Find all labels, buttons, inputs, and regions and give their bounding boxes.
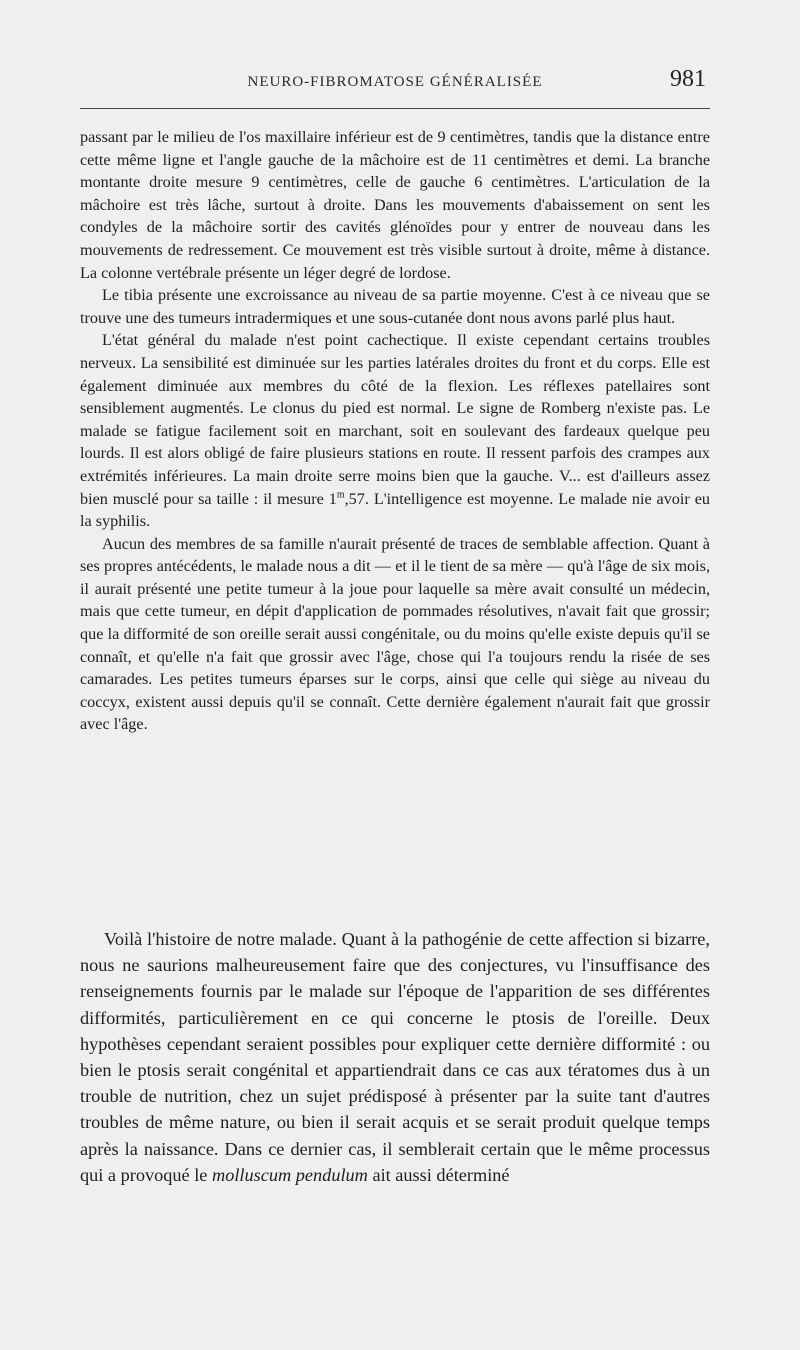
paragraph-general-state-text-a: L'état général du malade n'est point cachectique. Il existe cependant certains troubles nerveux. La sensibilité est diminuée sur les parties latérales droites du front et du corps. Elle est également diminuée aux membres du côté de la flexion. Les réflexes patellaires sont sensiblement augmentés. Le clonus du pied est normal. Le signe de Romberg n'existe pas. Le malade se fatigue facilement soit en marchant, soit en soulevant des fardeaux quelque peu lourds. Il est alors obligé de faire plusieurs stations en route. Il ressent parfois des crampes aux extrémités inférieures. La main droite serre moins bien que la gauche. V... est d'ailleurs assez bien musclé pour sa taille : il mesure 1 [80,331,710,508]
running-head [80,66,710,106]
italic-term: molluscum pendulum [212,1164,368,1185]
paragraph-general-state-text-b: ,57. L'intelligence est moyenne. Le malade nie avoir eu la syphilis. [80,489,710,531]
paragraph-pathogenesis-text-b: ait aussi déterminé [367,1164,510,1185]
paragraph-pathogenesis-text-a: Voilà l'histoire de notre malade. Quant à la pathogénie de cette affection si bizarre, nous ne saurions malheureusement faire que des conjectures, vu l'insuffisance des renseignements fournis par le malade sur l'époque de l'apparition de ses différentes difformités, particulièrement en ce qui concerne le ptosis de l'oreille. Deux hypothèses cependant seraient possibles pour expliquer cette dernière difformité : ou bien le ptosis serait congénital et appartiendrait dans ce cas aux tératomes dus à un trouble de nutrition, chez un sujet prédisposé à présenter par la suite tant d'autres troubles de même nature, ou bien il serait acquis et se serait produit quelque temps après la naissance. Dans ce dernier cas, il semblerait certain que le même processus qui a provoqué le [80,929,710,1185]
unit-superscript: m [336,489,345,501]
paragraph-general-state [80,329,710,532]
running-title: NEURO-FIBROMATOSE GÉNÉRALISÉE [247,74,543,90]
paragraph-tibia: Le tibia présente une excroissance au niveau de sa partie moyenne. C'est à ce niveau que se trouve une des tumeurs intradermiques et une sous-cutanée dont nous avons parlé plus haut. [80,286,710,327]
header-rule [80,108,710,109]
page-number: 981 [670,66,706,92]
paragraph-jaw-measurements: passant par le milieu de l'os maxillaire inférieur est de 9 centimètres, tandis que la distance entre cette même ligne et l'angle gauche de la mâchoire est de 11 centimètres et demi. La branche montante droite mesure 9 centimètres, celle de gauche 6 centimètres. L'articulation de la mâchoire est très lâche, surtout à droite. Dans les mouvements d'abaissement on sent les condyles de la mâchoire sortir des cavités glénoïdes pour y entrer de nouveau dans les mouvements de redressement. Ce mouvement est très visible surtout à droite, même à distance. La colonne vertébrale présente un léger degré de lordose. [80,128,710,282]
case-description-block [80,126,710,736]
discussion-block [80,926,710,1188]
paragraph-family-history: Aucun des membres de sa famille n'aurait présenté de traces de semblable affection. Quant à ses propres antécédents, le malade nous a dit — et il le tient de sa mère — qu'à l'âge de six mois, il aurait présenté une petite tumeur à la joue pour laquelle sa mère avait consulté un médecin, mais que cette tumeur, en dépit d'application de pommades résolutives, n'avait fait que grossir; que la difformité de son oreille serait aussi congénitale, ou du moins qu'elle existe depuis qu'il se connaît, et qu'elle n'a fait que grossir avec l'âge, chose qui l'a toujours rendu la risée de ses camarades. Les petites tumeurs éparses sur le corps, ainsi que celle qui siège au niveau du coccyx, existent aussi depuis qu'il se connaît. Cette dernière également n'aurait fait que grossir avec l'âge. [80,534,710,734]
paragraph-pathogenesis [80,926,710,1188]
